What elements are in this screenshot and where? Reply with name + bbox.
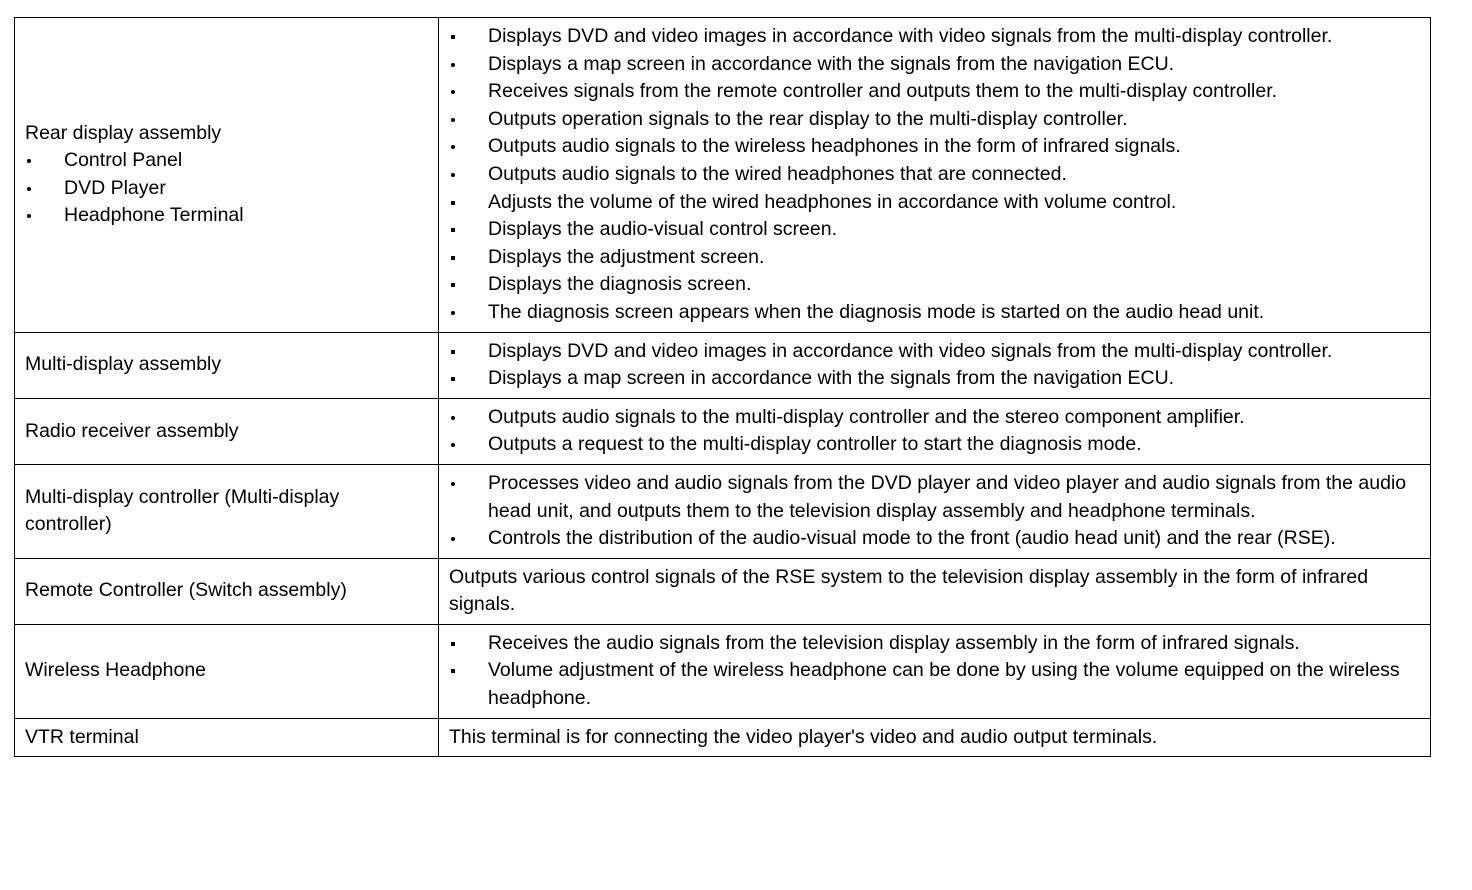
component-name: Rear display assembly	[25, 121, 222, 144]
table-row	[15, 624, 1431, 718]
component-cell	[15, 464, 439, 558]
component-name: VTR terminal	[25, 725, 139, 748]
function-list	[449, 404, 1420, 459]
table-row	[15, 718, 1431, 757]
function-item: Displays the audio-visual control screen.	[449, 216, 1420, 244]
sub-item: Control Panel	[25, 147, 428, 175]
component-cell	[15, 332, 439, 398]
function-cell	[439, 558, 1431, 624]
function-cell	[439, 332, 1431, 398]
function-item: Outputs audio signals to the wireless headphones in the form of infrared signals.	[449, 133, 1420, 161]
table-row	[15, 18, 1431, 333]
table-row	[15, 398, 1431, 464]
function-item: Outputs audio signals to the multi-display controller and the stereo component amplifier.	[449, 404, 1420, 432]
component-function-table	[14, 17, 1431, 757]
function-list	[449, 338, 1420, 393]
function-item: Controls the distribution of the audio-visual mode to the front (audio head unit) and the rear (RSE).	[449, 525, 1420, 553]
function-cell	[439, 718, 1431, 757]
function-item: Receives signals from the remote controller and outputs them to the multi-display controller.	[449, 78, 1420, 106]
function-list	[449, 23, 1420, 327]
function-item: Adjusts the volume of the wired headphones in accordance with volume control.	[449, 189, 1420, 217]
component-name: Wireless Headphone	[25, 659, 207, 682]
function-item: Outputs a request to the multi-display controller to start the diagnosis mode.	[449, 431, 1420, 459]
component-cell	[15, 398, 439, 464]
function-list	[449, 630, 1420, 713]
function-item: Displays the adjustment screen.	[449, 244, 1420, 272]
function-item: The diagnosis screen appears when the diagnosis mode is started on the audio head unit.	[449, 299, 1420, 327]
function-item: Receives the audio signals from the television display assembly in the form of infrared signals.	[449, 630, 1420, 658]
component-name: Multi-display controller (Multi-display controller)	[25, 485, 340, 536]
function-cell	[439, 464, 1431, 558]
component-name: Multi-display assembly	[25, 353, 222, 376]
function-item: Processes video and audio signals from the DVD player and video player and audio signals from the audio head unit, and outputs them to the television display assembly and headphone terminals.	[449, 470, 1420, 525]
function-list	[449, 470, 1420, 553]
table-row	[15, 464, 1431, 558]
function-cell	[439, 18, 1431, 333]
sub-item-list	[25, 147, 428, 230]
sub-item: DVD Player	[25, 175, 428, 203]
component-cell	[15, 558, 439, 624]
sub-item: Headphone Terminal	[25, 202, 428, 230]
function-cell	[439, 398, 1431, 464]
function-text: This terminal is for connecting the video player's video and audio output terminals.	[449, 725, 1158, 748]
function-text: Outputs various control signals of the RSE system to the television display assembly in the form of infrared signals.	[449, 565, 1369, 616]
function-cell	[439, 624, 1431, 718]
component-cell	[15, 624, 439, 718]
function-item: Volume adjustment of the wireless headphone can be done by using the volume equipped on the wireless headphone.	[449, 657, 1420, 712]
function-item: Outputs operation signals to the rear display to the multi-display controller.	[449, 106, 1420, 134]
component-name: Remote Controller (Switch assembly)	[25, 579, 347, 602]
component-cell	[15, 18, 439, 333]
function-item: Displays DVD and video images in accordance with video signals from the multi-display controller.	[449, 23, 1420, 51]
table-row	[15, 558, 1431, 624]
function-item: Displays a map screen in accordance with the signals from the navigation ECU.	[449, 51, 1420, 79]
table-row	[15, 332, 1431, 398]
component-name: Radio receiver assembly	[25, 419, 239, 442]
function-item: Outputs audio signals to the wired headphones that are connected.	[449, 161, 1420, 189]
component-cell	[15, 718, 439, 757]
function-item: Displays the diagnosis screen.	[449, 271, 1420, 299]
function-item: Displays DVD and video images in accordance with video signals from the multi-display controller.	[449, 338, 1420, 366]
function-item: Displays a map screen in accordance with the signals from the navigation ECU.	[449, 365, 1420, 393]
